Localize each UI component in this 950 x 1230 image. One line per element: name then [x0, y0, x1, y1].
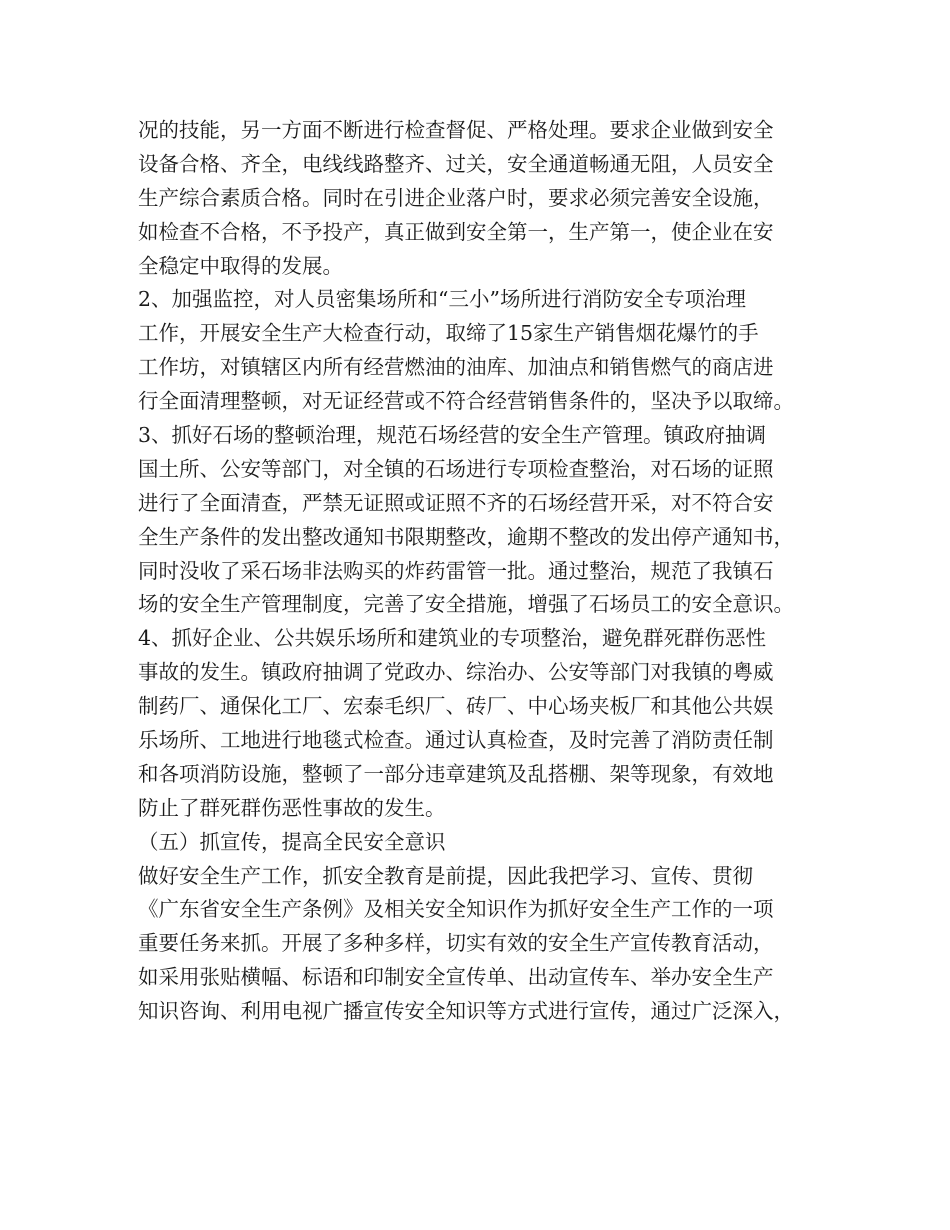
text-line: 如采用张贴横幅、标语和印制安全宣传单、出动宣传车、举办安全生产 — [138, 965, 774, 990]
text-line: 制药厂、通保化工厂、宏泰毛织厂、砖厂、中心场夹板厂和其他公共娱 — [138, 694, 774, 719]
text-line: 生产综合素质合格。同时在引进企业落户时，要求必须完善安全设施， — [138, 185, 774, 210]
text-line: 知识咨询、利用电视广播宣传安全知识等方式进行宣传，通过广泛深入， — [138, 999, 794, 1024]
text-line: 进行了全面清查，严禁无证照或证照不齐的石场经营开采，对不符合安 — [138, 490, 774, 515]
text-line: 如检查不合格，不予投产，真正做到安全第一，生产第一，使企业在安 — [138, 219, 774, 244]
text-line: 设备合格、齐全，电线线路整齐、过关，安全通道畅通无阻，人员安全 — [138, 151, 774, 176]
text-line: 全稳定中取得的发展。 — [138, 253, 343, 278]
text-line: 3、抓好石场的整顿治理，规范石场经营的安全生产管理。镇政府抽调 — [138, 423, 767, 448]
text-line: 防止了群死群伤恶性事故的发生。 — [138, 795, 446, 820]
text-line: 全生产条件的发出整改通知书限期整改，逾期不整改的发出停产通知书， — [138, 524, 794, 549]
text-line: 做好安全生产工作，抓安全教育是前提，因此我把学习、宣传、贯彻 — [138, 863, 753, 888]
text-line: 乐场所、工地进行地毯式检查。通过认真检查，及时完善了消防责任制 — [138, 728, 774, 753]
text-line: 况的技能，另一方面不断进行检查督促、严格处理。要求企业做到安全 — [138, 118, 774, 142]
text-line: 4、抓好企业、公共娱乐场所和建筑业的专项整治，避免群死群伤恶性 — [138, 626, 767, 651]
text-line: 事故的发生。镇政府抽调了党政办、综治办、公安等部门对我镇的粤威 — [138, 660, 774, 685]
body-text — [138, 114, 828, 1029]
text-line: 重要任务来抓。开展了多种多样，切实有效的安全生产宣传教育活动， — [138, 931, 774, 956]
text-line: 工作坊，对镇辖区内所有经营燃油的油库、加油点和销售燃气的商店进 — [138, 355, 774, 380]
text-line: 2、加强监控，对人员密集场所和“三小”场所进行消防安全专项治理 — [138, 287, 747, 312]
text-line: 同时没收了采石场非法购买的炸药雷管一批。通过整治，规范了我镇石 — [138, 558, 774, 583]
text-line: 和各项消防设施，整顿了一部分违章建筑及乱搭棚、架等现象，有效地 — [138, 761, 774, 786]
text-line: 行全面清理整顿，对无证经营或不符合经营销售条件的，坚决予以取缔。 — [138, 389, 794, 414]
text-line: 工作，开展安全生产大检查行动，取缔了15家生产销售烟花爆竹的手 — [138, 321, 759, 346]
text-line: 国土所、公安等部门，对全镇的石场进行专项检查整治，对石场的证照 — [138, 456, 774, 481]
text-line: 场的安全生产管理制度，完善了安全措施，增强了石场员工的安全意识。 — [138, 592, 794, 617]
text-line: 《广东省安全生产条例》及相关安全知识作为抓好安全生产工作的一项 — [138, 897, 774, 922]
section-heading: （五）抓宣传，提高全民安全意识 — [138, 829, 446, 854]
